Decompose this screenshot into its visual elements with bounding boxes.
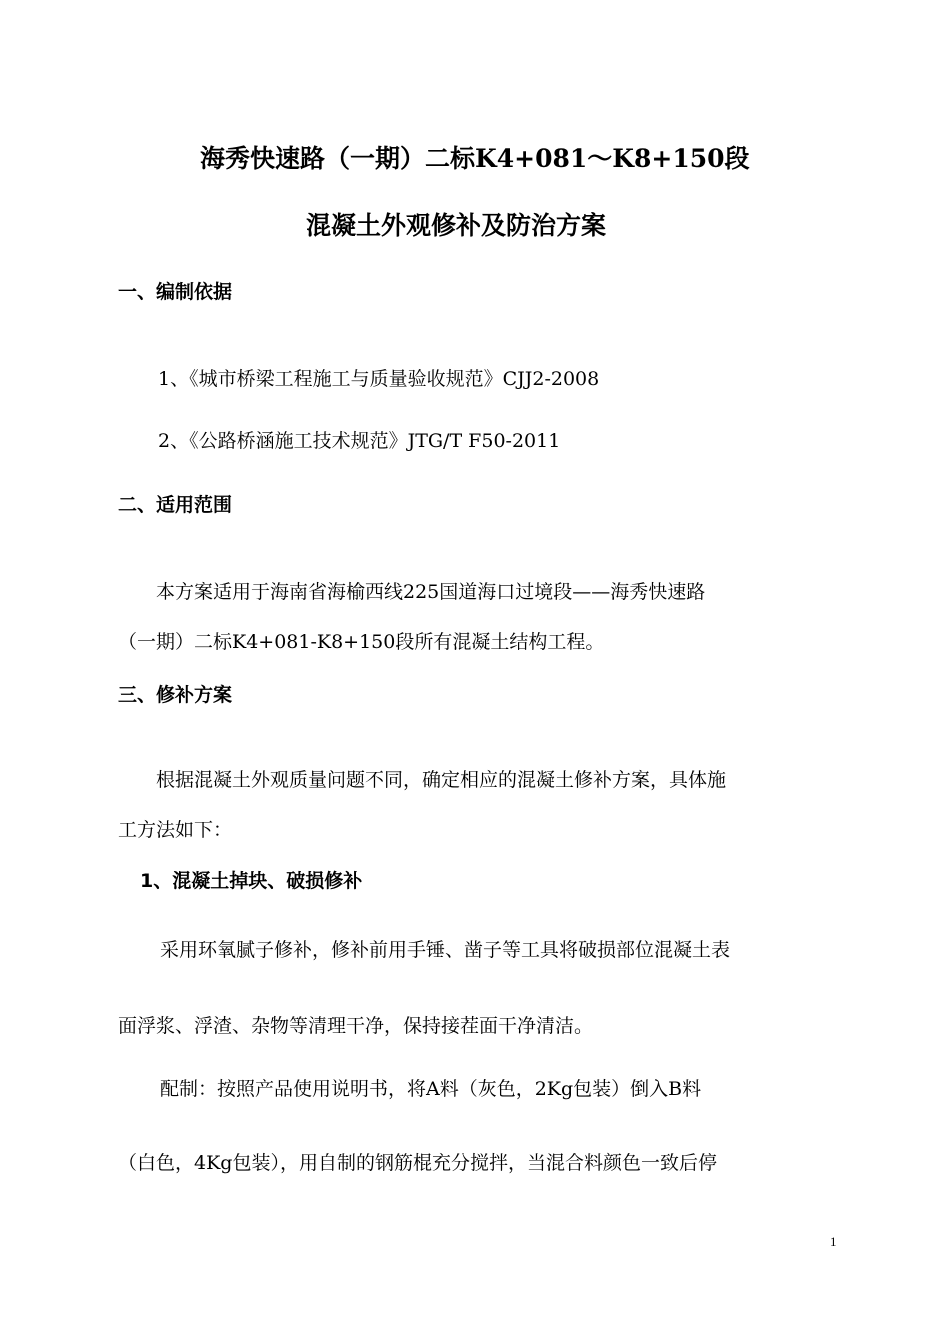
spalling-paragraph1-line1: 采用环氧腻子修补，修补前用手锤、凿子等工具将破损部位混凝土表 bbox=[160, 939, 731, 961]
scope-paragraph-line2: （一期）二标K4+081-K8+150段所有混凝土结构工程。 bbox=[118, 631, 605, 653]
spalling-paragraph2-line2: （白色，4Kg包装），用自制的钢筋棍充分搅拌，当混合料颜色一致后停 bbox=[118, 1152, 717, 1174]
basis-item-2: 2、《公路桥涵施工技术规范》JTG/T F50-2011 bbox=[158, 430, 561, 452]
spalling-paragraph2-line1: 配制：按照产品使用说明书，将A料（灰色，2Kg包装）倒入B料 bbox=[160, 1078, 702, 1100]
repair-paragraph-line1: 根据混凝土外观质量问题不同，确定相应的混凝土修补方案，具体施 bbox=[156, 769, 727, 791]
section-heading-scope: 二、适用范围 bbox=[118, 494, 233, 516]
subsection-heading-spalling: 1、混凝土掉块、破损修补 bbox=[140, 870, 363, 892]
page-number: 1 bbox=[830, 1234, 837, 1249]
spalling-paragraph1-line2: 面浮浆、浮渣、杂物等清理干净，保持接茬面干净清洁。 bbox=[118, 1015, 594, 1037]
document-title-line2: 混凝土外观修补及防治方案 bbox=[306, 211, 607, 240]
repair-paragraph-line2: 工方法如下： bbox=[118, 819, 233, 841]
scope-paragraph-line1: 本方案适用于海南省海榆西线225国道海口过境段——海秀快速路 bbox=[156, 581, 706, 603]
section-heading-repair: 三、修补方案 bbox=[118, 684, 233, 706]
document-title-line1: 海秀快速路（一期）二标K4+081～K8+150段 bbox=[200, 144, 750, 173]
section-heading-basis: 一、编制依据 bbox=[118, 281, 233, 303]
basis-item-1: 1、《城市桥梁工程施工与质量验收规范》CJJ2-2008 bbox=[158, 368, 600, 390]
